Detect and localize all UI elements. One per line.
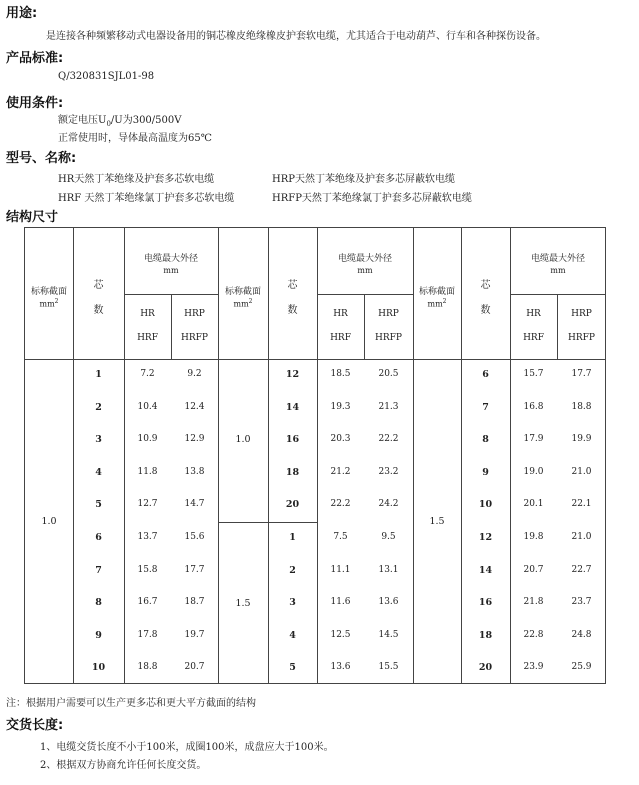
cores-cell: 3 bbox=[289, 597, 296, 608]
structure-heading: 结构尺寸 bbox=[6, 210, 59, 225]
cores-cell: 2 bbox=[289, 565, 296, 576]
hrf-header: HRF bbox=[137, 333, 158, 343]
hr-diameter-cell: 21.8 bbox=[523, 597, 544, 607]
hrp-diameter-cell: 24.8 bbox=[571, 630, 592, 640]
cores-cell: 6 bbox=[482, 369, 489, 380]
cores-cell: 5 bbox=[289, 662, 296, 673]
cores-cell: 6 bbox=[95, 532, 102, 543]
cores-cell: 16 bbox=[478, 597, 493, 608]
area-unit: $mm^2$ bbox=[39, 298, 59, 309]
hr-header: HR bbox=[333, 309, 348, 319]
cores-cell: 7 bbox=[95, 565, 102, 576]
temperature-text: 正常使用时，导体最高温度为65℃ bbox=[58, 133, 212, 144]
cores-header: 数 bbox=[480, 305, 491, 316]
hrp-diameter-cell: 17.7 bbox=[571, 369, 592, 379]
hrfp-header: HRFP bbox=[568, 333, 595, 343]
diameter-unit: mm bbox=[357, 266, 373, 275]
hrp-diameter-cell: 15.6 bbox=[184, 532, 205, 542]
usage-heading: 用途: bbox=[6, 6, 38, 21]
diameter-unit: mm bbox=[550, 266, 566, 275]
cores-cell: 14 bbox=[478, 565, 493, 576]
hr-diameter-cell: 23.9 bbox=[523, 662, 544, 672]
hr-diameter-cell: 22.8 bbox=[523, 630, 544, 640]
hr-diameter-cell: 21.2 bbox=[330, 467, 351, 477]
hrp-diameter-cell: 15.5 bbox=[378, 662, 399, 672]
hr-diameter-cell: 18.5 bbox=[330, 369, 351, 379]
hrfp-header: HRFP bbox=[375, 333, 402, 343]
area-header: 标称截面 bbox=[418, 287, 455, 297]
hrp-diameter-cell: 22.1 bbox=[571, 499, 592, 509]
hr-diameter-cell: 20.3 bbox=[330, 434, 351, 444]
hrp-diameter-cell: 22.7 bbox=[571, 565, 592, 575]
standard-text: Q/320831SJL01-98 bbox=[58, 71, 155, 82]
area-header: 标称截面 bbox=[30, 287, 67, 297]
hrp-diameter-cell: 21.3 bbox=[378, 402, 399, 412]
hrp-diameter-cell: 23.7 bbox=[571, 597, 592, 607]
hr-diameter-cell: 15.8 bbox=[137, 565, 158, 575]
hrp-diameter-cell: 25.9 bbox=[571, 662, 592, 672]
cores-cell: 8 bbox=[482, 434, 489, 445]
hrf-header: HRF bbox=[330, 333, 351, 343]
cores-cell: 16 bbox=[285, 434, 300, 445]
hrp-diameter-cell: 9.5 bbox=[381, 532, 396, 542]
diameter-header: 电缆最大外径 bbox=[530, 254, 585, 264]
cores-cell: 2 bbox=[95, 402, 102, 413]
hrp-diameter-cell: 19.9 bbox=[571, 434, 592, 444]
hr-diameter-cell: 19.8 bbox=[523, 532, 544, 542]
hrp-diameter-cell: 14.7 bbox=[184, 499, 205, 509]
standard-heading: 产品标准: bbox=[6, 51, 64, 66]
hr-diameter-cell: 10.4 bbox=[137, 402, 158, 412]
cores-header: 芯 bbox=[93, 280, 104, 291]
hrp-diameter-cell: 12.4 bbox=[184, 402, 205, 412]
area-value: 1.0 bbox=[235, 434, 251, 445]
hr-diameter-cell: 11.1 bbox=[330, 565, 351, 575]
hrp-diameter-cell: 13.8 bbox=[184, 467, 205, 477]
area-value: 1.5 bbox=[429, 516, 445, 527]
cores-cell: 14 bbox=[285, 402, 300, 413]
cores-cell: 1 bbox=[95, 369, 102, 380]
cores-cell: 18 bbox=[478, 630, 493, 641]
hrp-diameter-cell: 19.7 bbox=[184, 630, 205, 640]
hrp-diameter-cell: 18.7 bbox=[184, 597, 205, 607]
delivery-item: 1、电缆交货长度不小于100米，成圈100米，成盘应大于100米。 bbox=[40, 742, 334, 753]
hrp-diameter-cell: 20.5 bbox=[378, 369, 399, 379]
area-unit: $mm^2$ bbox=[427, 298, 447, 309]
hr-diameter-cell: 22.2 bbox=[330, 499, 351, 509]
hrp-diameter-cell: 20.7 bbox=[184, 662, 205, 672]
area-value: 1.5 bbox=[235, 598, 251, 609]
hr-diameter-cell: 12.5 bbox=[330, 630, 351, 640]
hr-diameter-cell: 17.9 bbox=[523, 434, 544, 444]
hrp-diameter-cell: 21.0 bbox=[571, 467, 592, 477]
cores-cell: 20 bbox=[285, 499, 300, 510]
cores-cell: 20 bbox=[478, 662, 493, 673]
hrp-diameter-cell: 17.7 bbox=[184, 565, 205, 575]
hrp-header: HRP bbox=[571, 309, 592, 319]
area-header: 标称截面 bbox=[224, 287, 261, 297]
cores-cell: 5 bbox=[95, 499, 102, 510]
model-item: HRF 天然丁苯绝缘氯丁护套多芯软电缆 bbox=[58, 193, 235, 204]
cores-cell: 12 bbox=[478, 532, 493, 543]
hrp-diameter-cell: 21.0 bbox=[571, 532, 592, 542]
models-heading: 型号、名称: bbox=[6, 151, 77, 166]
cores-cell: 4 bbox=[289, 630, 296, 641]
conditions-heading: 使用条件: bbox=[6, 96, 64, 111]
cores-header: 芯 bbox=[480, 280, 491, 291]
model-item: HRFP天然丁苯绝缘氯丁护套多芯屏蔽软电缆 bbox=[272, 193, 472, 204]
hrp-diameter-cell: 24.2 bbox=[378, 499, 399, 509]
hr-diameter-cell: 20.1 bbox=[523, 499, 544, 509]
diameter-header: 电缆最大外径 bbox=[143, 254, 198, 264]
diameter-header: 电缆最大外径 bbox=[337, 254, 392, 264]
hrf-header: HRF bbox=[523, 333, 544, 343]
hr-diameter-cell: 13.7 bbox=[137, 532, 158, 542]
hr-diameter-cell: 17.8 bbox=[137, 630, 158, 640]
voltage-text: 额定电压$U_0/U$为300/500V bbox=[58, 115, 182, 128]
delivery-heading: 交货长度: bbox=[6, 718, 64, 733]
hr-diameter-cell: 12.7 bbox=[137, 499, 158, 509]
hr-diameter-cell: 13.6 bbox=[330, 662, 351, 672]
hr-diameter-cell: 16.8 bbox=[523, 402, 544, 412]
hr-diameter-cell: 7.2 bbox=[140, 369, 155, 379]
hr-diameter-cell: 19.0 bbox=[523, 467, 544, 477]
size-table bbox=[24, 227, 606, 684]
table-note: 注：根据用户需要可以生产更多芯和更大平方截面的结构 bbox=[6, 698, 256, 709]
delivery-item: 2、根据双方协商允许任何长度交货。 bbox=[40, 760, 207, 771]
cores-cell: 12 bbox=[285, 369, 300, 380]
diameter-unit: mm bbox=[163, 266, 179, 275]
hr-diameter-cell: 11.8 bbox=[137, 467, 158, 477]
cores-cell: 9 bbox=[95, 630, 102, 641]
hr-diameter-cell: 16.7 bbox=[137, 597, 158, 607]
hrp-diameter-cell: 13.6 bbox=[378, 597, 399, 607]
area-value: 1.0 bbox=[41, 516, 57, 527]
cores-cell: 10 bbox=[478, 499, 493, 510]
hr-diameter-cell: 15.7 bbox=[523, 369, 544, 379]
hrp-header: HRP bbox=[378, 309, 399, 319]
cores-cell: 7 bbox=[482, 402, 489, 413]
hrfp-header: HRFP bbox=[181, 333, 208, 343]
hr-header: HR bbox=[526, 309, 541, 319]
model-item: HRP天然丁苯绝缘及护套多芯屏蔽软电缆 bbox=[272, 174, 455, 185]
hrp-diameter-cell: 13.1 bbox=[378, 565, 399, 575]
hr-header: HR bbox=[140, 309, 155, 319]
cores-cell: 8 bbox=[95, 597, 102, 608]
cores-header: 数 bbox=[287, 305, 298, 316]
hrp-diameter-cell: 18.8 bbox=[571, 402, 592, 412]
area-unit: $mm^2$ bbox=[233, 298, 253, 309]
hr-diameter-cell: 18.8 bbox=[137, 662, 158, 672]
hr-diameter-cell: 20.7 bbox=[523, 565, 544, 575]
hrp-diameter-cell: 14.5 bbox=[378, 630, 399, 640]
hr-diameter-cell: 11.6 bbox=[330, 597, 351, 607]
hr-diameter-cell: 19.3 bbox=[330, 402, 351, 412]
hrp-diameter-cell: 22.2 bbox=[378, 434, 399, 444]
cores-cell: 3 bbox=[95, 434, 102, 445]
cores-cell: 10 bbox=[91, 662, 106, 673]
cores-cell: 9 bbox=[482, 467, 489, 478]
hr-diameter-cell: 10.9 bbox=[137, 434, 158, 444]
cores-cell: 1 bbox=[289, 532, 296, 543]
cores-cell: 4 bbox=[95, 467, 102, 478]
hrp-diameter-cell: 12.9 bbox=[184, 434, 205, 444]
usage-text: 是连接各种频繁移动式电器设备用的铜芯橡皮绝缘橡皮护套软电缆，尤其适合于电动葫芦、行车和各种探伤设备。 bbox=[46, 31, 546, 42]
hrp-diameter-cell: 9.2 bbox=[187, 369, 202, 379]
cores-cell: 18 bbox=[285, 467, 300, 478]
hr-diameter-cell: 7.5 bbox=[333, 532, 348, 542]
hrp-diameter-cell: 23.2 bbox=[378, 467, 399, 477]
hrp-header: HRP bbox=[184, 309, 205, 319]
cores-header: 数 bbox=[93, 305, 104, 316]
model-item: HR天然丁苯绝缘及护套多芯软电缆 bbox=[58, 174, 215, 185]
cores-header: 芯 bbox=[287, 280, 298, 291]
